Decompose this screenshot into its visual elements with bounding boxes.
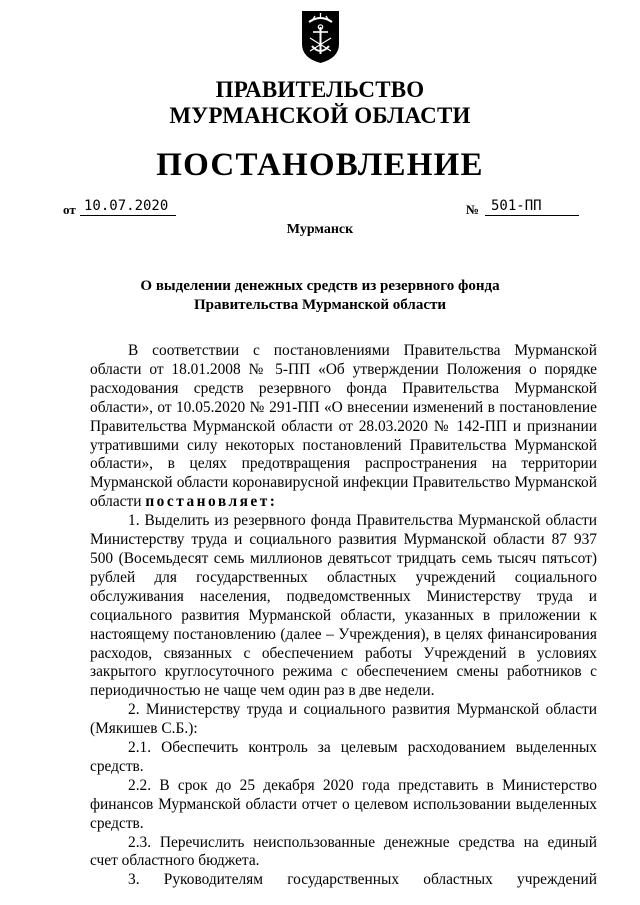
subject-line1: О выделении денежных средств из резервного фонда — [140, 278, 500, 294]
date-label: от — [63, 202, 76, 217]
number-value: 501-ПП — [485, 196, 579, 216]
resolves-word: постановляет: — [145, 493, 278, 511]
preamble-paragraph — [90, 342, 597, 512]
government-title-line2: МУРМАНСКОЙ ОБЛАСТИ — [169, 103, 471, 128]
item-1: 1. Выделить из резервного фонда Правительства Мурманской области Министерству труда и социального развития Мурманской области 87 937 500 (Восемьдесят семь миллионов девятьсот тридцать семь тысяч пятьсот) рублей для государственных областных учреждений социального обслуживания населения, подведомственных Министерству труда и социального развития Мурманской области, указанных в приложении к настоящему постановлению (далее – Учреждения), в целях финансирования расходов, связанных с обеспечением работы Учреждений в условиях закрытого круглосуточного режима с обеспечением смены работников с периодичностью не чаще чем один раз в две недели. — [90, 512, 597, 700]
item-2-2: 2.2. В срок до 25 декабря 2020 года представить в Министерство финансов Мурманской области отчет о целевом использовании выделенных средств. — [90, 776, 597, 832]
item-3-word: Руководителям — [163, 871, 263, 889]
number-label: № — [466, 202, 480, 217]
decree-body — [90, 342, 597, 890]
city-name: Мурманск — [286, 222, 354, 237]
item-2-3: 2.3. Перечислить неиспользованные денежные средства на единый счет областного бюджета. — [90, 833, 597, 870]
item-3-word: областных — [423, 871, 493, 889]
item-3-word: государственных — [287, 871, 400, 889]
item-3-word: 3. — [128, 871, 140, 889]
government-title-line1: ПРАВИТЕЛЬСТВО — [215, 77, 425, 102]
preamble-text: В соответствии с постановлениями Правительства Мурманской области от 18.01.2008 № 5-ПП «Об утверждении Положения о порядке расходования средств резервного фонда Правительства Мурманской области», от 10.05.2020 № 291-ПП «О внесении изменений в постановление Правительства Мурманской области от 28.03.2020 № 142-ПП и признании утратившими силу некоторых постановлений Правительства Мурманской области», в целях предотвращения распространения на территории Мурманской области коронавирусной инфекции Правительство Мурманской области — [90, 342, 597, 511]
subject-line2: Правительства Мурманской области — [193, 297, 447, 313]
item-3-line — [90, 871, 597, 890]
decree-title: ПОСТАНОВЛЕНИЕ — [156, 147, 484, 183]
item-3-word: учреждений — [517, 871, 597, 889]
item-2-1: 2.1. Обеспечить контроль за целевым расходованием выделенных средств. — [90, 739, 597, 775]
item-2: 2. Министерству труда и социального развития Мурманской области (Мякишев С.Б.): — [90, 701, 597, 738]
coat-of-arms-icon — [301, 10, 340, 64]
date-value: 10.07.2020 — [80, 196, 176, 216]
